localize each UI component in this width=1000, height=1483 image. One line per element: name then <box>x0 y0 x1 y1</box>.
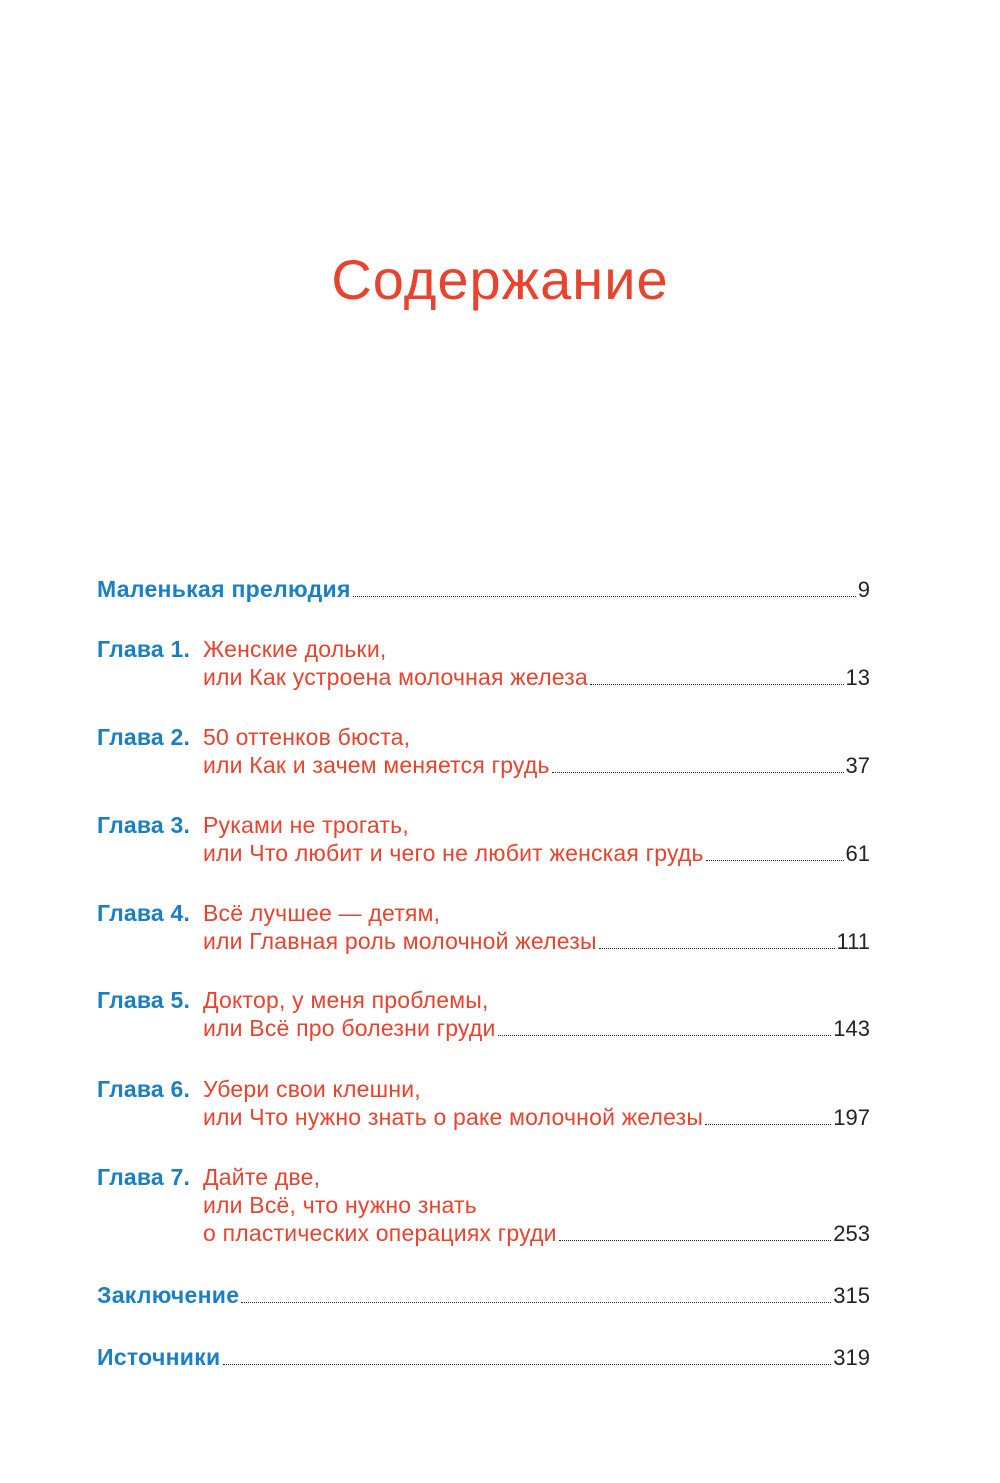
chapter-subtitle: или Как устроена молочная железа <box>203 664 588 690</box>
chapter-title: Дайте две, <box>203 1164 321 1190</box>
page-number: 61 <box>845 841 870 866</box>
chapter-label: Глава 3. <box>97 812 191 838</box>
page-number: 143 <box>833 1016 870 1041</box>
chapter-subtitle: о пластических операциях груди <box>203 1220 557 1246</box>
chapter-label: Глава 2. <box>97 724 191 750</box>
toc-entry-conclusion[interactable] <box>97 1278 870 1312</box>
dot-leader <box>599 948 835 949</box>
chapter-subtitle: или Что нужно знать о раке молочной железы <box>203 1104 704 1130</box>
page-number: 319 <box>833 1345 870 1370</box>
dot-leader <box>706 860 844 861</box>
chapter-subtitle: или Как и зачем меняется грудь <box>203 752 550 778</box>
toc-entry-chapter-5-line-2[interactable] <box>97 1011 870 1045</box>
chapter-subtitle: или Всё, что нужно знать <box>203 1192 477 1218</box>
chapter-label: Глава 7. <box>97 1164 191 1190</box>
chapter-subtitle: или Всё про болезни груди <box>203 1015 496 1041</box>
entry-label: Маленькая прелюдия <box>97 576 351 602</box>
dot-leader <box>498 1035 832 1036</box>
dot-leader <box>223 1364 832 1365</box>
page-number: 13 <box>845 665 870 690</box>
page-number: 253 <box>833 1221 870 1246</box>
chapter-label: Глава 4. <box>97 900 191 926</box>
toc-entry-chapter-7-line-3[interactable] <box>97 1216 870 1250</box>
toc-entry-chapter-4-line-2[interactable] <box>97 924 870 958</box>
dot-leader <box>705 1124 831 1125</box>
page-title: Содержание <box>331 248 669 311</box>
chapter-title: Всё лучшее — детям, <box>203 900 441 926</box>
chapter-subtitle: или Главная роль молочной железы <box>203 928 597 954</box>
chapter-label: Глава 1. <box>97 636 191 662</box>
entry-label: Источники <box>97 1344 221 1370</box>
toc-entry-chapter-3-line-2[interactable] <box>97 836 870 870</box>
toc-entry-chapter-2-line-2[interactable] <box>97 748 870 782</box>
page-number: 9 <box>857 577 870 602</box>
page-number: 37 <box>845 753 870 778</box>
toc-entry-chapter-1-line-2[interactable] <box>97 660 870 694</box>
chapter-label: Глава 5. <box>97 987 191 1013</box>
dot-leader <box>552 772 844 773</box>
toc-entry-chapter-6-line-2[interactable] <box>97 1100 870 1134</box>
dot-leader <box>559 1240 832 1241</box>
page-number: 315 <box>833 1283 870 1308</box>
toc-entry-prelude[interactable] <box>97 572 870 606</box>
chapter-title: Доктор, у меня проблемы, <box>203 987 489 1013</box>
chapter-title: Женские дольки, <box>203 636 387 662</box>
dot-leader <box>590 684 844 685</box>
page-number: 111 <box>836 929 870 954</box>
chapter-title: 50 оттенков бюста, <box>203 724 411 750</box>
chapter-subtitle: или Что любит и чего не любит женская грудь <box>203 840 704 866</box>
chapter-title: Убери свои клешни, <box>203 1076 421 1102</box>
page-number: 197 <box>833 1105 870 1130</box>
chapter-label: Глава 6. <box>97 1076 191 1102</box>
entry-label: Заключение <box>97 1282 240 1308</box>
toc-entry-sources[interactable] <box>97 1340 870 1374</box>
dot-leader <box>353 596 856 597</box>
dot-leader <box>241 1302 831 1303</box>
chapter-title: Руками не трогать, <box>203 812 409 838</box>
